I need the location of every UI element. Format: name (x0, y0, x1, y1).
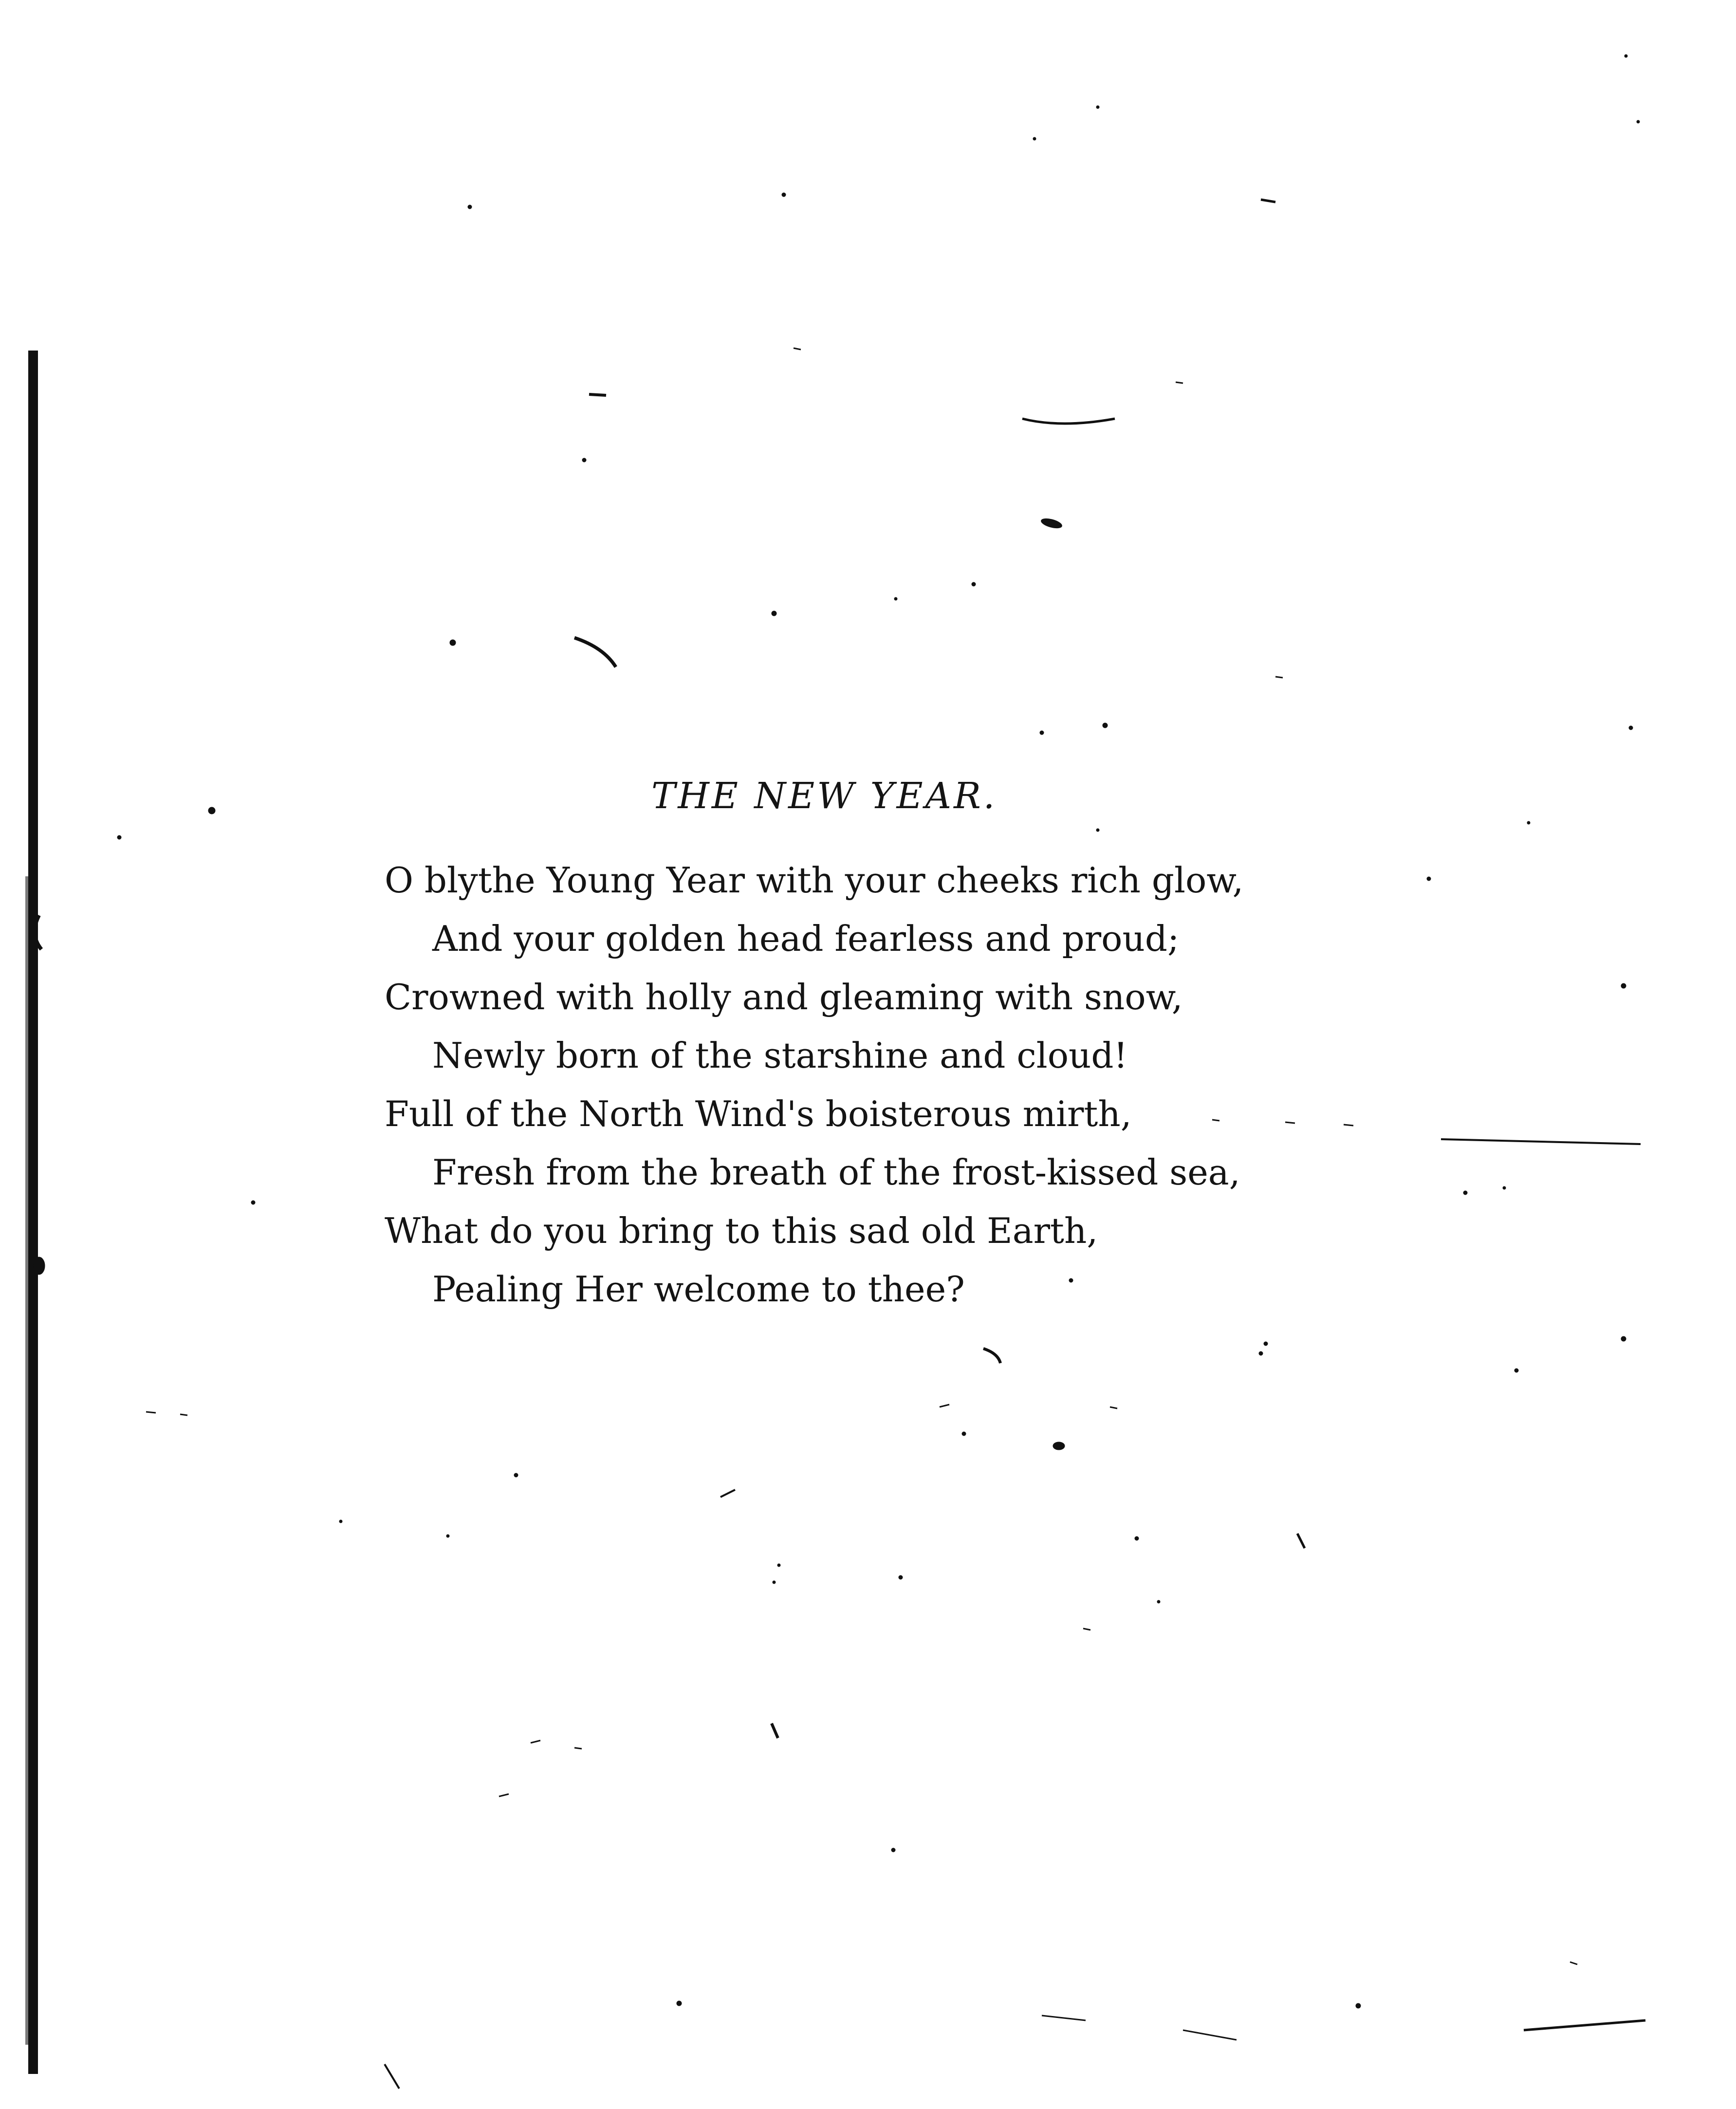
poem (385, 769, 1407, 1318)
poem-title: THE NEW YEAR. (651, 775, 997, 817)
poem-lines (385, 851, 1407, 1318)
poem-line: Crowned with holly and gleaming with snow, (385, 977, 1183, 1018)
poem-line: Pealing Her welcome to thee? (432, 1269, 965, 1310)
poem-line: And your golden head fearless and proud; (432, 918, 1180, 959)
poem-line: Newly born of the starshine and cloud! (432, 1035, 1128, 1076)
poem-line: Fresh from the breath of the frost-kissed sea, (432, 1152, 1240, 1193)
poem-line: What do you bring to this sad old Earth, (385, 1210, 1098, 1251)
poem-line: Full of the North Wind's boisterous mirth, (385, 1093, 1132, 1134)
poem-line: O blythe Young Year with your cheeks rich glow, (385, 860, 1244, 901)
